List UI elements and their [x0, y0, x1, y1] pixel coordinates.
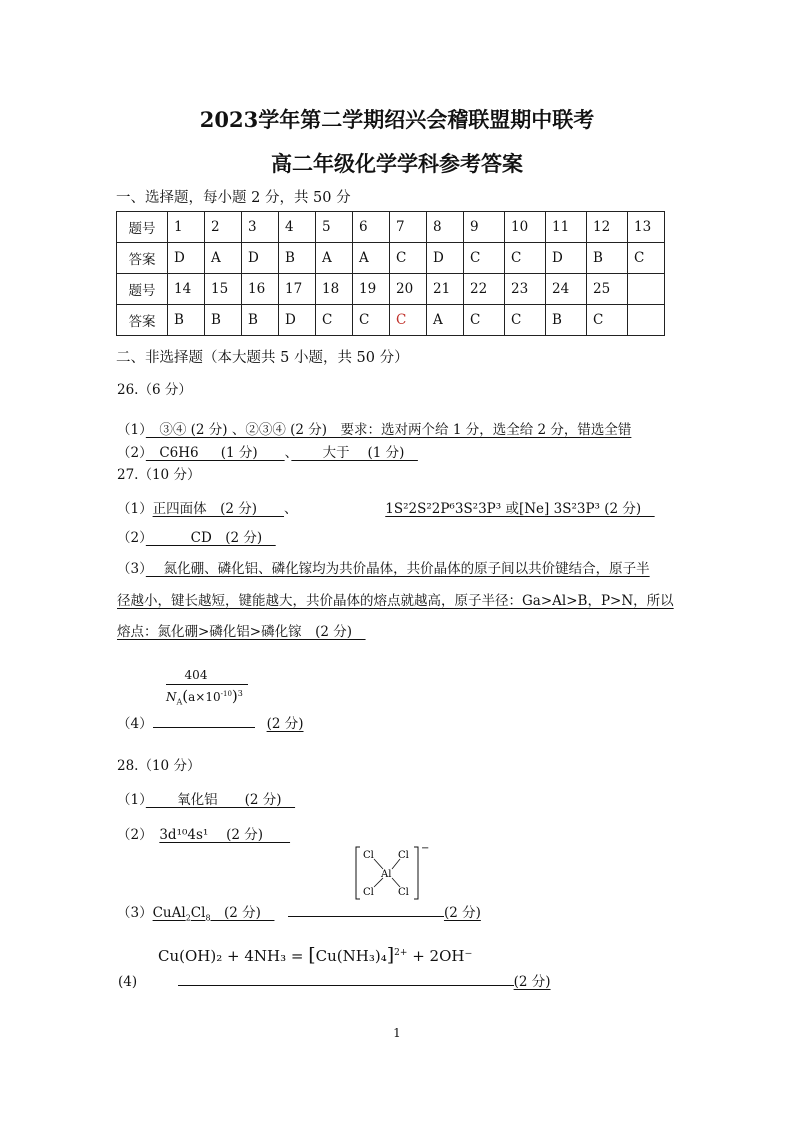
q27-title: 27.（10 分）: [117, 467, 201, 483]
table-cell: [628, 305, 665, 336]
q26-l2-a: C6H6 (1 分): [145, 445, 285, 461]
den-cube: 3: [237, 689, 243, 698]
q26-l2-b: 大于 (1 分): [291, 445, 418, 461]
charge: −: [421, 843, 430, 854]
na-symbol: N: [166, 690, 177, 704]
q28-l4-score: (2 分): [513, 974, 551, 990]
q28-l3-num: （3）: [117, 905, 153, 921]
q27-l2-num: （2）: [117, 530, 146, 546]
row-label: 答案: [117, 305, 168, 336]
q27-line3a: [117, 557, 650, 577]
table-cell: C: [316, 305, 353, 336]
table-cell: C: [587, 305, 628, 336]
q27-l4-blank: [153, 713, 255, 728]
table-cell: 24: [546, 274, 587, 305]
table-cell: D: [168, 243, 205, 274]
q28-l1-num: （1）: [117, 792, 146, 808]
table-cell: 10: [505, 212, 546, 243]
q28-line4: [118, 970, 557, 990]
q27-l1-sep: 、: [284, 501, 291, 517]
q27-l3-p2: 径越小，键长越短，键能越大，共价晶体的熔点就越高，原子半径：Ga>Al>B，P>N，所以: [117, 593, 674, 609]
table-cell: B: [279, 243, 316, 274]
q27-line3c: [117, 620, 366, 640]
table-row: [117, 243, 665, 274]
table-cell: C: [628, 243, 665, 274]
eq-right: + 2OH⁻: [407, 947, 473, 965]
table-cell: 3: [242, 212, 279, 243]
table-cell: 8: [427, 212, 464, 243]
q28-line3: [117, 901, 493, 923]
q27-line1: [117, 497, 655, 517]
answer-table: [116, 211, 665, 336]
table-cell: A: [353, 243, 390, 274]
formula-cual: CuAl: [152, 905, 186, 921]
table-cell: 25: [587, 274, 628, 305]
cl-atom: Cl: [398, 887, 409, 898]
table-row: [117, 212, 665, 243]
table-cell: 16: [242, 274, 279, 305]
q27-l3-p3: 熔点：氮化硼>磷化铝>磷化镓 (2 分): [117, 624, 366, 640]
table-cell: C: [390, 243, 427, 274]
table-cell: 22: [464, 274, 505, 305]
q27-l4-num: （4）: [117, 716, 153, 732]
q28-l3-formula: [153, 905, 275, 921]
den-exp: -10: [220, 690, 232, 698]
page-title: 2023学年第二学期绍兴会稽联盟期中联考: [199, 107, 595, 132]
formula-sub-al: 2: [185, 913, 191, 923]
fraction-denominator: $N_A(a\times 10^{-10})^3$: [166, 687, 243, 707]
cl-atom: Cl: [398, 850, 409, 861]
q26-l2-sep: 、: [284, 445, 292, 461]
table-cell: 2: [205, 212, 242, 243]
table-cell: 14: [168, 274, 205, 305]
formula-sub-cl: 8: [205, 913, 211, 923]
table-cell: 13: [628, 212, 665, 243]
q28-title: 28.（10 分）: [117, 758, 201, 774]
table-cell: A: [205, 243, 242, 274]
q28-line2: [117, 823, 290, 843]
table-cell: [628, 274, 665, 305]
q28-l3-a-score: (2 分): [210, 905, 275, 921]
eq-left: Cu(OH)₂ + 4NH₃ =: [158, 947, 309, 965]
q27-l4-score: (2 分): [266, 716, 304, 732]
q26-l2-num: （2）: [117, 445, 146, 461]
q27-fraction: [166, 668, 266, 706]
section1-heading: 一、选择题，每小题 2 分，共 50 分: [116, 190, 351, 206]
table-cell: 19: [353, 274, 390, 305]
fraction-numerator: 404: [184, 668, 208, 682]
table-cell: D: [279, 305, 316, 336]
q26-line2: [117, 441, 418, 461]
table-cell: B: [546, 305, 587, 336]
alcl4-structure: [350, 843, 434, 903]
section2-heading: 二、非选择题（本大题共 5 小题，共 50 分）: [116, 350, 409, 366]
q27-line3b: [117, 589, 674, 609]
q26-l1-num: （1）: [117, 422, 146, 438]
q28-line1: [117, 788, 295, 808]
table-cell: 21: [427, 274, 464, 305]
table-cell: C: [505, 243, 546, 274]
den-inner: a×10: [188, 690, 221, 704]
table-cell: 11: [546, 212, 587, 243]
table-cell: B: [168, 305, 205, 336]
table-cell: C: [353, 305, 390, 336]
row-label: 答案: [117, 243, 168, 274]
table-cell: 23: [505, 274, 546, 305]
table-cell: C: [464, 243, 505, 274]
table-cell: C: [505, 305, 546, 336]
table-cell: B: [205, 305, 242, 336]
na-sub: A: [176, 697, 183, 707]
q28-l2-num-label: （2）: [117, 827, 146, 843]
table-cell: 9: [464, 212, 505, 243]
al-atom: Al: [381, 869, 392, 880]
table-cell: 17: [279, 274, 316, 305]
table-cell: D: [546, 243, 587, 274]
row-label: 题号: [117, 212, 168, 243]
q27-line4: [117, 712, 328, 732]
q28-l3-blank: [288, 902, 444, 917]
cl-atom: Cl: [363, 850, 374, 861]
q26-title: 26.（6 分）: [117, 382, 192, 398]
page-number: 1: [393, 1026, 401, 1040]
table-cell: C: [390, 305, 427, 336]
table-cell: 20: [390, 274, 427, 305]
eq-mid: Cu(NH₃)₄: [315, 947, 387, 965]
q28-l2-text: 3d¹⁰4s¹ (2 分): [159, 827, 291, 843]
q28-l4-num: (4): [118, 974, 138, 990]
q28-l1-text: 氧化铝 (2 分): [145, 792, 296, 808]
table-cell: D: [427, 243, 464, 274]
table-cell: 18: [316, 274, 353, 305]
q28-l4-blank: [178, 971, 514, 986]
page-subtitle: 高二年级化学学科参考答案: [271, 151, 523, 176]
table-cell: 15: [205, 274, 242, 305]
table-row: [117, 274, 665, 305]
row-label: 题号: [117, 274, 168, 305]
q26-l1-text: ③④ (2 分) 、②③④ (2 分) 要求：选对两个给 1 分，选全给 2 分，错选全错: [145, 422, 632, 438]
table-cell: B: [587, 243, 628, 274]
cl-atom: Cl: [363, 887, 374, 898]
table-cell: 4: [279, 212, 316, 243]
table-row: [117, 305, 665, 336]
q26-line1: [117, 418, 631, 438]
table-cell: 7: [390, 212, 427, 243]
q27-line2: [117, 526, 276, 546]
q27-l3-num: （3）: [117, 561, 146, 577]
table-cell: 1: [168, 212, 205, 243]
table-cell: A: [316, 243, 353, 274]
formula-cl: Cl: [190, 905, 206, 921]
q27-l1-a: 正四面体 (2 分): [152, 501, 285, 517]
fraction-bar: [166, 684, 248, 685]
q27-l3-p1: 氮化硼、磷化铝、磷化镓均为共价晶体，共价晶体的原子间以共价键结合，原子半: [145, 561, 650, 577]
table-cell: D: [242, 243, 279, 274]
q28-equation: $Cu(OH)_2 + 4NH_3 = [Cu(NH_3)_4]^{2+} + 2OH^-$: [158, 944, 473, 966]
table-cell: 5: [316, 212, 353, 243]
table-cell: 6: [353, 212, 390, 243]
table-cell: A: [427, 305, 464, 336]
q27-l1-num: （1）: [117, 501, 153, 517]
table-cell: C: [464, 305, 505, 336]
table-cell: B: [242, 305, 279, 336]
q27-l1-b: 1S²2S²2P⁶3S²3P³ 或[Ne] 3S²3P³ (2 分): [385, 501, 655, 517]
q28-l3-b-score: (2 分): [443, 905, 481, 921]
eq-charge: 2+: [394, 948, 408, 958]
q27-l2-text: CD (2 分): [145, 530, 276, 546]
table-cell: 12: [587, 212, 628, 243]
